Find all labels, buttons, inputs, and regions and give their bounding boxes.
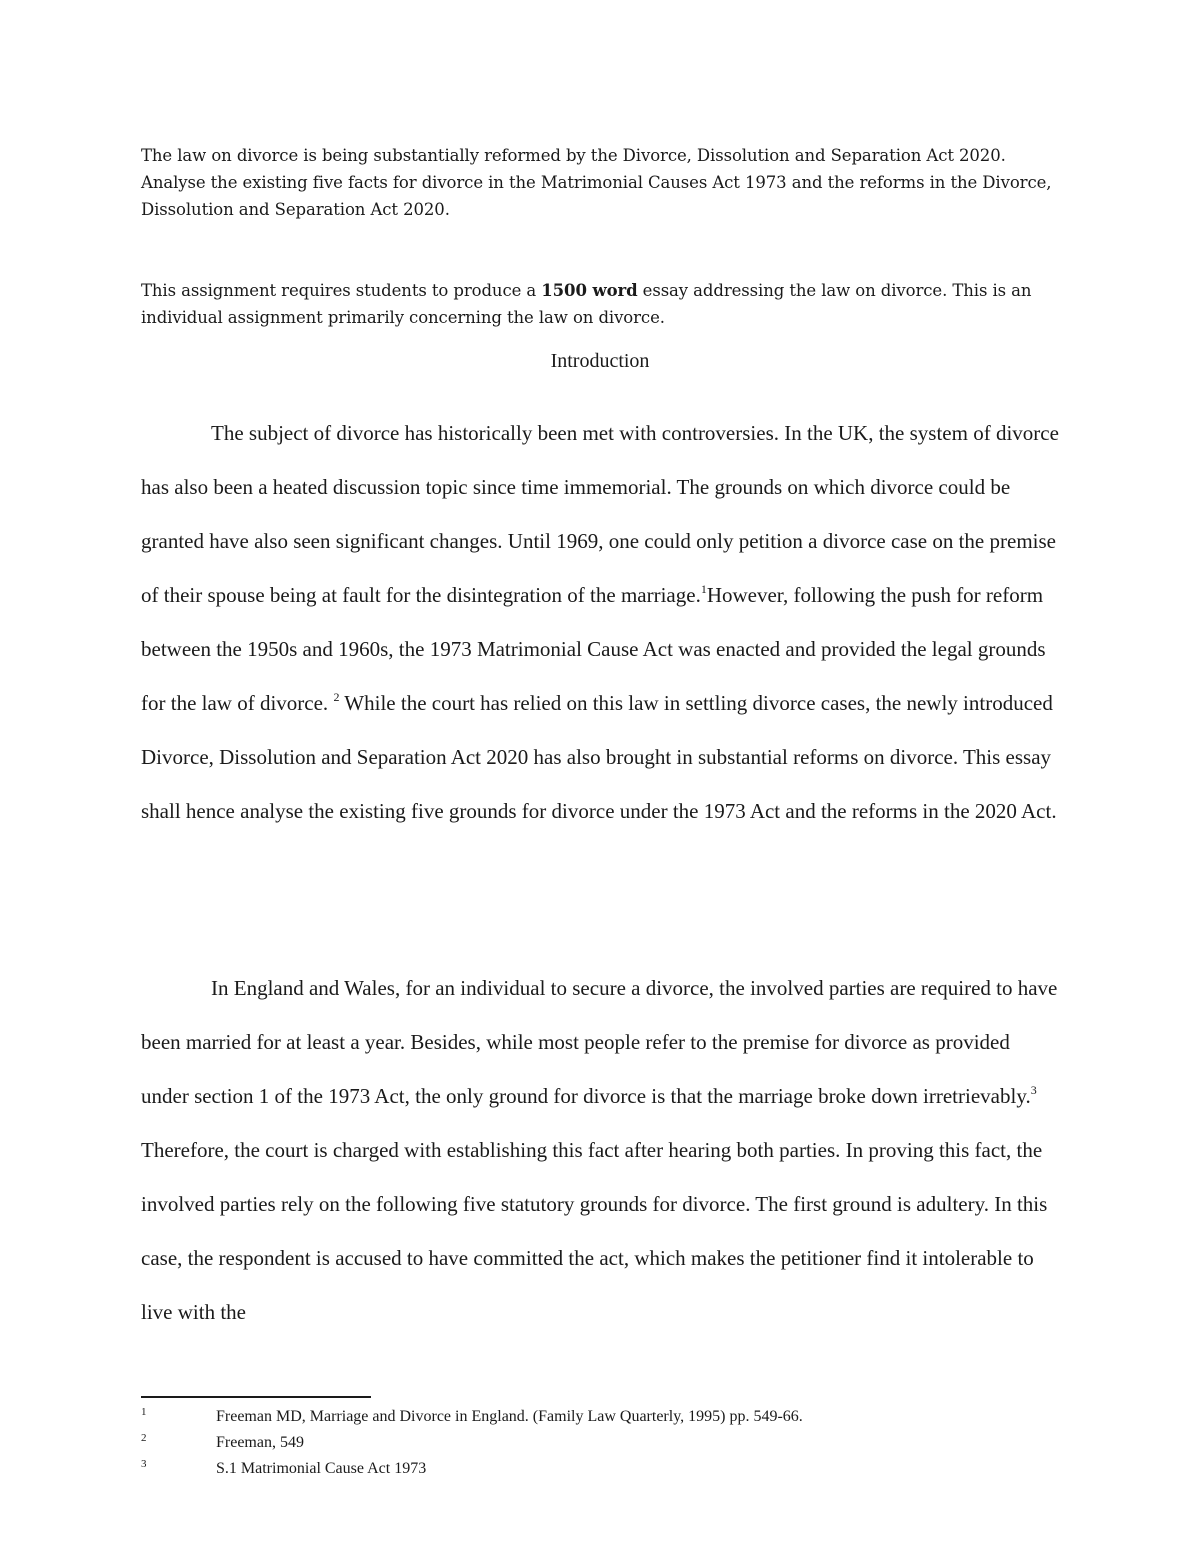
paragraph-2	[141, 961, 1061, 1339]
footnote-number: 2	[141, 1432, 147, 1444]
footnote-number: 1	[141, 1406, 147, 1418]
prompt-word-count: 1500 word	[541, 281, 638, 300]
prompt-req-text-2: essay addressing the law on divorce. This is an individual assignment primarily concerning the law on divorce.	[141, 281, 1032, 327]
para1-text-c: While the court has relied on this law in settling divorce cases, the newly introduced Divorce, Dissolution and Separation Act 2020 has also brought in substantial reforms on divorce. This essay shall hence analyse the existing five grounds for divorce under the 1973 Act and the reforms in the 2020 Act.	[141, 691, 1057, 823]
footnote-ref-1: 1	[700, 582, 707, 596]
para1-text-b: However, following the push for reform between the 1950s and 1960s, the 1973 Matrimonial Cause Act was enacted and provided the legal grounds for the law of divorce.	[141, 583, 1046, 715]
footnote-2	[141, 1430, 1041, 1456]
section-heading: Introduction	[550, 350, 650, 372]
footnote-number: 3	[141, 1458, 147, 1470]
prompt-req-text-1: This assignment requires students to produce a	[141, 281, 542, 300]
paragraph-1-text	[141, 406, 1061, 838]
footnote-ref-2: 2	[333, 690, 340, 704]
footnote-text: Freeman MD, Marriage and Divorce in England. (Family Law Quarterly, 1995) pp. 549-66.	[216, 1408, 803, 1425]
footnote-text: Freeman, 549	[216, 1434, 304, 1451]
footnote-ref-3: 3	[1030, 1083, 1037, 1097]
footnote-separator	[141, 1396, 371, 1398]
footnote-1	[141, 1404, 1041, 1430]
footnotes	[141, 1404, 1041, 1482]
assignment-prompt	[141, 142, 1071, 331]
prompt-requirements	[141, 277, 1071, 331]
para2-text-b: Therefore, the court is charged with establishing this fact after hearing both parties. In proving this fact, the involved parties rely on the following five statutory grounds for divorce. The first ground is adultery. In this case, the respondent is accused to have committed the act, which makes the petitioner find it intolerable to live with the	[141, 1138, 1048, 1324]
footnote-text: S.1 Matrimonial Cause Act 1973	[216, 1460, 427, 1477]
para1-text-a: The subject of divorce has historically been met with controversies. In the UK, the system of divorce has also been a heated discussion topic since time immemorial. The grounds on which divorce could be granted have also seen significant changes. Until 1969, one could only petition a divorce case on the premise of their spouse being at fault for the disintegration of the marriage.	[141, 421, 1059, 607]
paragraph-2-text	[141, 961, 1061, 1339]
paragraph-1	[141, 406, 1061, 838]
prompt-question: The law on divorce is being substantially reformed by the Divorce, Dissolution and Separation Act 2020. Analyse the existing five facts for divorce in the Matrimonial Causes Act 1973 and the reforms in the Divorce, Dissolution and Separation Act 2020.	[141, 146, 1052, 219]
footnote-3	[141, 1456, 1041, 1482]
para2-text-a: In England and Wales, for an individual to secure a divorce, the involved parties are required to have been married for at least a year. Besides, while most people refer to the premise for divorce as provided under section 1 of the 1973 Act, the only ground for divorce is that the marriage broke down irretrievably.	[141, 976, 1058, 1108]
